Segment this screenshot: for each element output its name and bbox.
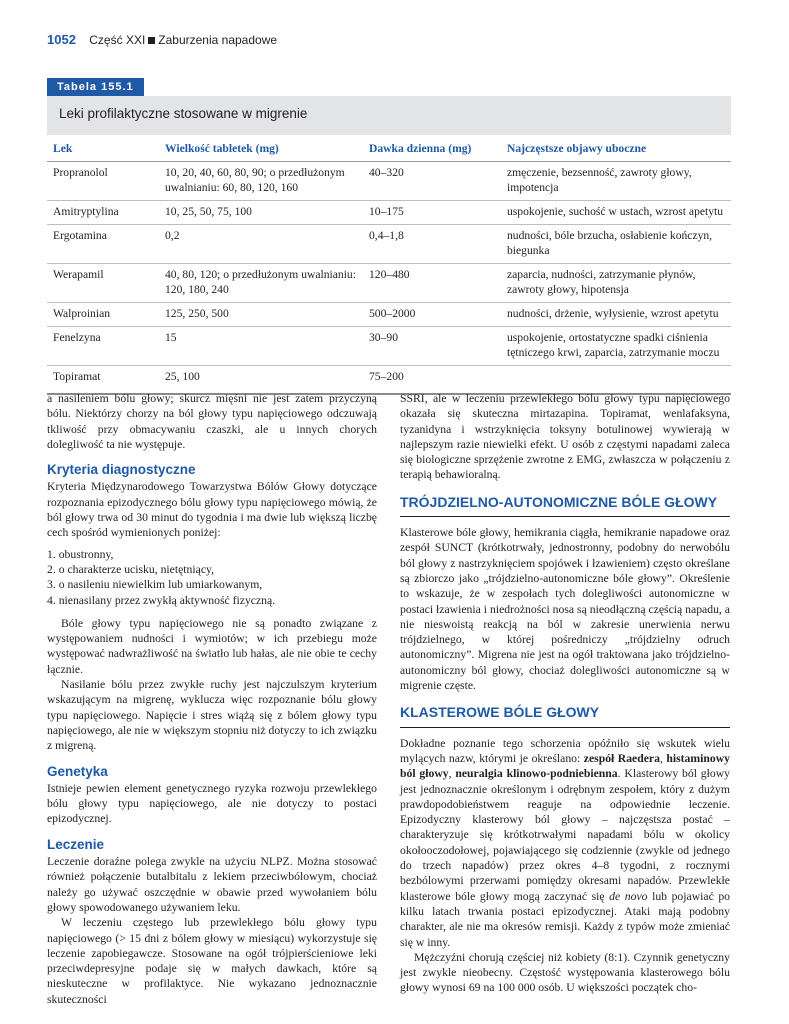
chapter-title: Zaburzenia napadowe [158, 33, 278, 47]
paragraph: a nasileniem bólu głowy; skurcz mięśni nie jest zatem przyczyną bólu. Niektórzy chorzy na ból głowy typu napięciowego odczuwają tkliwość przy obmacywaniu czaszki, ale u innych chorych dolegliwość ta nie występuje. [47, 392, 377, 451]
cell-drug: Topiramat [47, 366, 159, 395]
term-raeder: zespół Raedera [583, 751, 660, 765]
criteria-list [47, 547, 377, 608]
cell-side-effects: nudności, drżenie, wyłysienie, wzrost apetytu [501, 303, 731, 327]
section-heading-klasterowe: KLASTEROWE BÓLE GŁOWY [400, 705, 730, 727]
cell-side-effects: uspokojenie, ortostatyczne spadki ciśnienia tętniczego krwi, zaparcia, zatrzymanie moczu [501, 327, 731, 366]
paragraph: Leczenie doraźne polega zwykle na użyciu NLPZ. Można stosować również połączenie butalbitalu z lekiem przeciwbólowym, chociaż należy go używać oszczędnie w obawie przed wywołaniem bólu głowy spowodowanego używaniem leku. [47, 855, 377, 914]
col-header-lek: Lek [47, 135, 159, 162]
section-heading-trojdzielno: TRÓJDZIELNO-AUTONOMICZNE BÓLE GŁOWY [400, 495, 730, 517]
paragraph: Nasilanie bólu przez zwykłe ruchy jest najczulszym kryterium wskazującym na migrenę, wyklucza więc rozpoznanie bólu głowy typu napięciowego. Napięcie i stres wiążą się z bólem głowy typu napięciowego, ale nie w większym stopniu niż dotyczy to ich związku z migreną. [47, 678, 377, 753]
term-histaminowy: histaminowy ból głowy [400, 751, 731, 781]
list-item: 4. nienasilany przez zwykłą aktywność fizyczną. [47, 593, 276, 607]
paragraph: Bóle głowy typu napięciowego nie są ponadto związane z występowaniem nudności i wymiotów; w ich przebiegu może występować nadwrażliwość na światło lub hałas, ale nie obie te cechy łącznie. [47, 616, 377, 676]
text-run: lub pojawiać po kilku latach trwania postaci epizodycznej. Ataki mają podobny charakter, ale nie ma okresów remisji. Każdy z typów może zmieniać się w inny. [400, 889, 731, 949]
paragraph: Istnieje pewien element genetycznego ryzyka rozwoju przewlekłego bólu głowy typu napięciowego, ale nie dotyczy to postaci epizodycznej. [47, 781, 377, 826]
cell-tablet-size: 125, 250, 500 [159, 303, 363, 327]
col-header-side-effects: Najczęstsze objawy uboczne [501, 135, 731, 162]
paragraph: Klasterowe bóle głowy, hemikrania ciągła, hemikranie napadowe oraz zespół SUNCT (krótkotrwały, jednostronny, podobny do nerwobólu ból głowy z nastrzyknięciem spojówek i łzawieniem) często określane są zbiorczo jako „trójdzielno-autonomiczne bóle głowy”. Określenie to wskazuje, że w zespołach tych dolegliwości autonomiczne w postaci łzawienia i niedrożności nosa są nieodłączną częścią napadu, a nie nieswoistą reakcją na ból w zakresie unerwienia nerwu trójdzielnego, w której pośredniczy „trójdzielny odruch autonomiczny”. Migrena nie jest na ogół traktowana jako trójdzielno-autonomiczny ból głowy, chociaż dolegliwości autonomiczne są w migrenie częste. [400, 526, 730, 693]
table-155-1 [47, 77, 731, 395]
table-caption: Leki profilaktyczne stosowane w migrenie [47, 96, 731, 135]
right-column [400, 391, 730, 996]
part-label: Część XXI [89, 33, 146, 47]
cell-drug: Ergotamina [47, 225, 159, 264]
cell-daily-dose: 0,4–1,8 [363, 225, 501, 264]
section-heading-kryteria: Kryteria diagnostyczne [47, 462, 196, 478]
separator-square-icon [148, 37, 155, 44]
page-number: 1052 [47, 32, 76, 47]
col-header-tablet-size: Wielkość tabletek (mg) [159, 135, 363, 162]
section-heading-genetyka: Genetyka [47, 763, 108, 779]
cell-side-effects: zaparcia, nudności, zatrzymanie płynów, zawroty głowy, hipotensja [501, 264, 731, 303]
cell-side-effects: uspokojenie, suchość w ustach, wzrost apetytu [501, 201, 731, 225]
table-row [47, 366, 731, 395]
cell-daily-dose: 500–2000 [363, 303, 501, 327]
cell-side-effects [501, 366, 731, 395]
cell-daily-dose: 75–200 [363, 366, 501, 395]
cell-daily-dose: 30–90 [363, 327, 501, 366]
cell-tablet-size: 10, 20, 40, 60, 80, 90; o przedłużonym uwalnianiu: 60, 80, 120, 160 [159, 162, 363, 201]
cell-drug: Werapamil [47, 264, 159, 303]
term-de-novo: de novo [609, 889, 648, 903]
text-run: Klasterowy ból głowy jest jednoznacznie określonym i odrębnym zespołem, który z dużym prawdopodobieństwem reaguje na odpowiednie leczenie. Epizodyczny klasterowy ból głowy – najczęstsza postać – charakteryzuje się krótkotrwałymi napadami bólu w okolicy okołooczodołowej, pojawiającego się codziennie (zwykle od jednego do trzech napadów) przez okres 4–8 tygodni, z rocznymi bezbólowymi przerwami pomiędzy okresami napadów. Przewlekłe klasterowe bóle głowy mogą zaczynać się [400, 767, 731, 903]
table-row [47, 303, 731, 327]
list-item: 2. o charakterze ucisku, nietętniący, [47, 562, 215, 576]
cell-tablet-size: 40, 80, 120; o przedłużonym uwalnianiu: 120, 180, 240 [159, 264, 363, 303]
paragraph: Kryteria Międzynarodowego Towarzystwa Bólów Głowy dotyczące rozpoznania epizodycznego bólu głowy typu napięciowego mówią, że ból głowy trwa od 30 minut do tygodnia i ma dwie lub większą liczbę cech spośród wymienionych poniżej: [47, 480, 377, 540]
cell-drug: Fenelzyna [47, 327, 159, 366]
table-row [47, 201, 731, 225]
table-row [47, 162, 731, 201]
table-tag: Tabela 155.1 [47, 78, 144, 96]
term-neuralgia: neuralgia klinowo-podniebienna [455, 767, 618, 781]
left-column [47, 391, 377, 1007]
cell-tablet-size: 10, 25, 50, 75, 100 [159, 201, 363, 225]
cell-daily-dose: 120–480 [363, 264, 501, 303]
section-heading-leczenie: Leczenie [47, 836, 105, 852]
list-item: 3. o nasileniu niewielkim lub umiarkowanym, [47, 578, 263, 592]
cell-tablet-size: 0,2 [159, 225, 363, 264]
table-row [47, 225, 731, 264]
cell-drug: Walproinian [47, 303, 159, 327]
cell-drug: Propranolol [47, 162, 159, 201]
running-header [47, 32, 277, 47]
list-item: 1. obustronny, [47, 547, 114, 561]
table-header-row [47, 135, 731, 162]
text-run: Dokładne poznanie tego schorzenia opóźniło się wskutek wielu mylących nazw, którymi je określano: [400, 736, 730, 765]
cell-tablet-size: 25, 100 [159, 366, 363, 395]
cell-drug: Amitryptylina [47, 201, 159, 225]
cell-side-effects: nudności, bóle brzucha, osłabienie kończyn, biegunka [501, 225, 731, 264]
table-row [47, 264, 731, 303]
paragraph-klasterowe: Dokładne poznanie tego schorzenia opóźniło się wskutek wielu mylących nazw, którymi je określano: zespół Raedera, histaminowy ból głowy, neuralgia klinowo-podniebienna. Klasterowy ból głowy jest jednoznacznie określonym i odrębnym zespołem, który z dużym prawdopodobieństwem reaguje na odpowiednie leczenie. Epizodyczny klasterowy ból głowy – najczęstsza postać – charakteryzuje się krótkotrwałymi napadami bólu w okolicy okołooczodołowej, pojawiającego się codziennie (zwykle od jednego do trzech napadów) przez okres 4–8 tygodni, z rocznymi bezbólowymi przerwami pomiędzy okresami napadów. Przewlekłe klasterowe bóle głowy mogą zaczynać się de novo lub pojawiać po kilku latach trwania postaci epizodycznej. Ataki mają podobny charakter, ale nie ma okresów remisji. Każdy z typów może zmieniać się w inny. [400, 736, 731, 949]
table-row [47, 327, 731, 366]
cell-daily-dose: 40–320 [363, 162, 501, 201]
paragraph: W leczeniu częstego lub przewlekłego bólu głowy typu napięciowego (> 15 dni z bólem głowy w miesiącu) wykorzystuje się leczenie zapobiegawcze. Stosowane na ogół trójpierścieniowe leki przeciwdepresyjne podaje się w małych dawkach, które są nieskuteczne w profilaktyce. Nie wykazano jednoznacznie skuteczności [47, 916, 377, 1006]
col-header-daily-dose: Dawka dzienna (mg) [363, 135, 501, 162]
cell-tablet-size: 15 [159, 327, 363, 366]
drug-table [47, 135, 731, 395]
cell-daily-dose: 10–175 [363, 201, 501, 225]
paragraph: SSRI, ale w leczeniu przewlekłego bólu głowy typu napięciowego okazała się skuteczna mirtazapina. Topiramat, wenlafaksyna, tyzanidyna i wstrzyknięcia toksyny botulinowej wywierają w najlepszym razie niewielki efekt. U osób z częstymi napadami zaleca się biologiczne sprzężenie zwrotne z EMG, zwłaszcza w połączeniu z terapią behawioralną. [400, 392, 730, 482]
cell-side-effects: zmęczenie, bezsenność, zawroty głowy, impotencja [501, 162, 731, 201]
paragraph: Mężczyźni chorują częściej niż kobiety (8:1). Czynnik genetyczny jest zwykle nieobecny. Częstość występowania klasterowego bólu głowy wynosi 69 na 100 000 osób. U większości początek cho- [400, 950, 730, 995]
